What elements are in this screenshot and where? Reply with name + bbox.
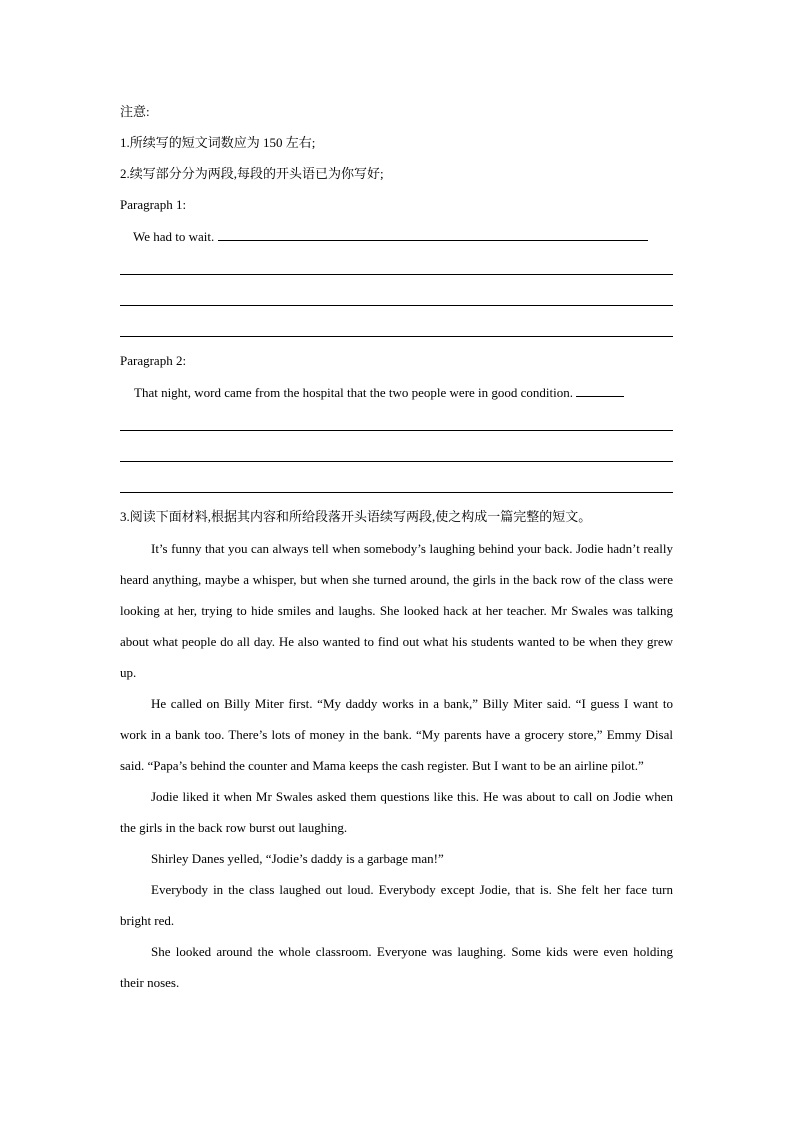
note-item-2: 2.续写部分分为两段,每段的开头语已为你写好; <box>120 166 384 181</box>
paragraph-2-opening-row <box>134 384 624 401</box>
paragraph-1-opening: We had to wait. <box>133 229 215 244</box>
notes-title: 注意: <box>120 104 150 119</box>
paragraph-2-label: Paragraph 2: <box>120 353 187 368</box>
paragraph-2-blank[interactable] <box>576 384 624 397</box>
passage-paragraph: He called on Billy Miter first. “My daddy works in a bank,” Billy Miter said. “I guess I want to work in a bank too. There’s lots of money in the bank. “My parents have a grocery store,” Emmy Disal said. “Papa’s behind the counter and Mama keeps the cash register. But I want to be an airline pilot.” <box>120 696 673 773</box>
writing-line[interactable] <box>120 461 673 462</box>
writing-line[interactable] <box>120 274 673 275</box>
paragraph-1-blank[interactable] <box>218 228 648 241</box>
question-3-instruction: 3.阅读下面材料,根据其内容和所给段落开头语续写两段,使之构成一篇完整的短文。 <box>120 509 592 524</box>
note-item-1: 1.所续写的短文词数应为 150 左右; <box>120 135 316 150</box>
paragraph-1-label: Paragraph 1: <box>120 197 187 212</box>
writing-line[interactable] <box>120 430 673 431</box>
writing-line[interactable] <box>120 492 673 493</box>
passage-paragraph: Shirley Danes yelled, “Jodie’s daddy is a garbage man!” <box>151 851 444 866</box>
passage-paragraph: Jodie liked it when Mr Swales asked them questions like this. He was about to call on Jodie when the girls in the back row burst out laughing. <box>120 789 673 835</box>
passage-paragraph: She looked around the whole classroom. Everyone was laughing. Some kids were even holding their noses. <box>120 944 673 990</box>
paragraph-2-opening: That night, word came from the hospital that the two people were in good condition. <box>134 385 574 400</box>
writing-line[interactable] <box>120 305 673 306</box>
writing-line[interactable] <box>120 336 673 337</box>
passage-paragraph: It’s funny that you can always tell when somebody’s laughing behind your back. Jodie hadn’t really heard anything, maybe a whisper, but when she turned around, the girls in the back row of the class were looking at her, trying to hide smiles and laughs. She looked hack at her teacher. Mr Swales was talking about what people do all day. He also wanted to find out what his students wanted to be when they grew up. <box>120 541 673 680</box>
paragraph-1-opening-row <box>133 228 648 245</box>
passage-paragraph: Everybody in the class laughed out loud. Everybody except Jodie, that is. She felt her face turn bright red. <box>120 882 673 928</box>
reading-passage <box>120 533 673 998</box>
